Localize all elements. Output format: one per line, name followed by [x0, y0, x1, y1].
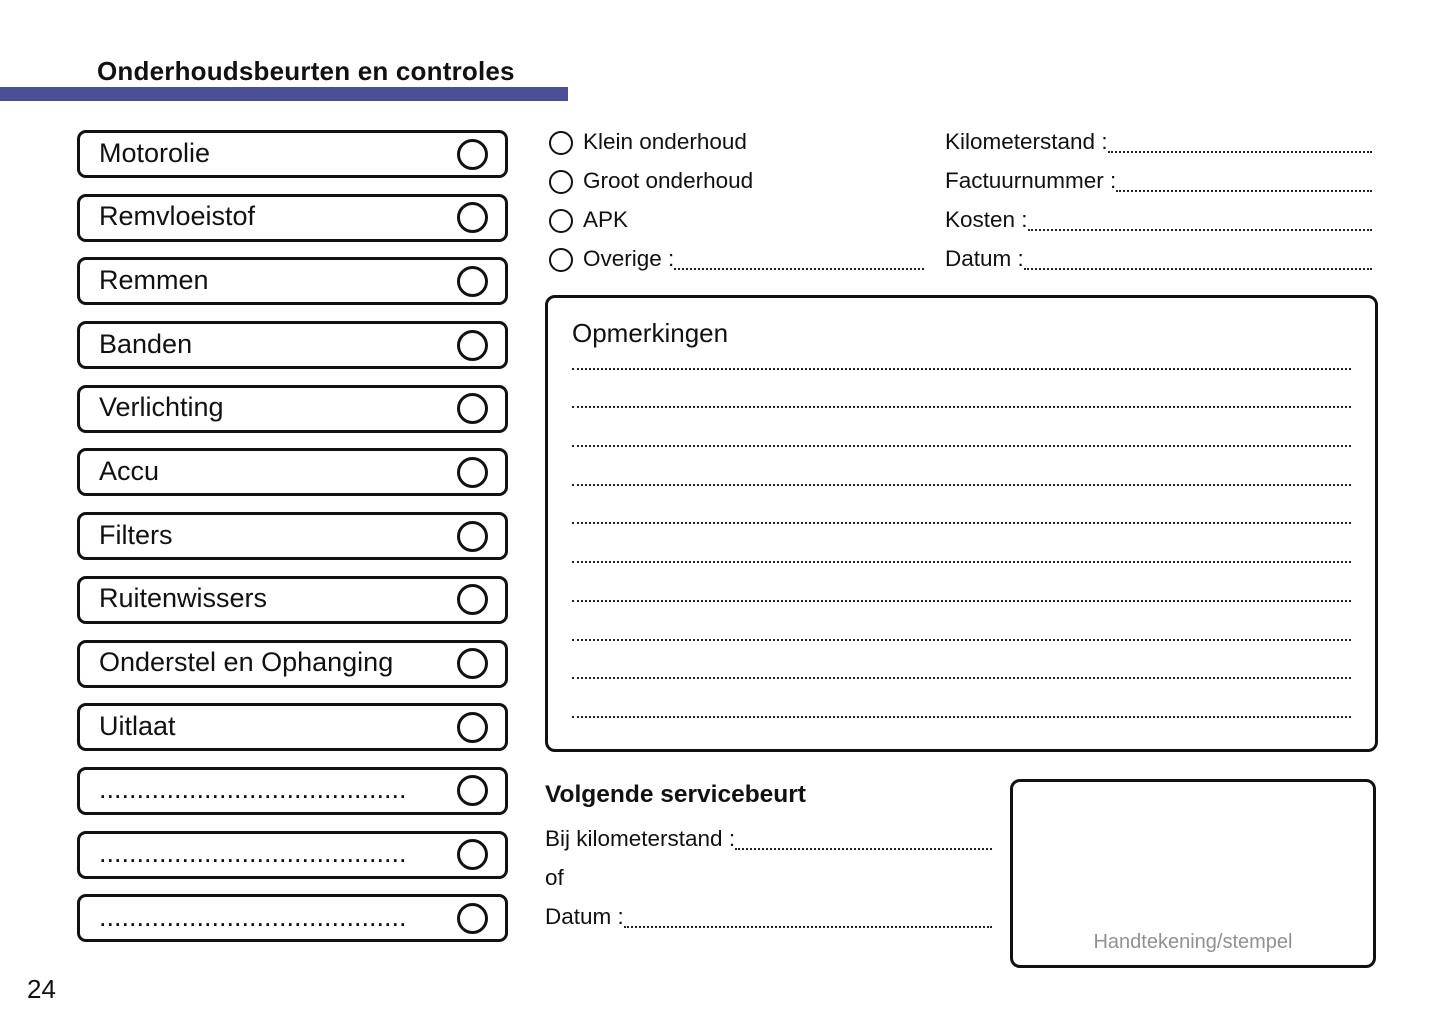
service-type-label: Groot onderhoud [583, 167, 754, 193]
next-service-field-label: Datum : [545, 903, 624, 929]
check-circle[interactable] [457, 839, 488, 870]
write-in-line[interactable] [1024, 268, 1372, 270]
service-field [945, 202, 1372, 241]
remarks-title: Opmerkingen [572, 318, 729, 348]
remarks-line[interactable] [572, 602, 1351, 641]
service-type-option [549, 124, 924, 163]
service-type-option [549, 240, 924, 279]
service-type-option [549, 163, 924, 202]
checklist-item-label: Verlichting [99, 392, 224, 423]
checklist-item [77, 767, 508, 815]
checklist-item [77, 321, 508, 369]
next-service-field [545, 821, 992, 860]
checklist-item [77, 130, 508, 178]
checklist-item [77, 512, 508, 560]
remarks-line[interactable] [572, 331, 1351, 370]
check-circle[interactable] [457, 457, 488, 488]
signature-label: Handtekening/stempel [1093, 931, 1293, 953]
radio-circle[interactable] [549, 131, 573, 155]
write-in-line[interactable] [1108, 151, 1372, 153]
service-field-label: Factuurnummer : [945, 167, 1117, 193]
next-service-section [545, 780, 992, 937]
service-field-label: Kosten : [945, 206, 1028, 232]
service-type-label: Overige : [583, 245, 675, 271]
service-type-options [549, 124, 924, 279]
page-number: 24 [27, 974, 56, 1004]
service-detail-fields [945, 124, 1372, 279]
signature-box[interactable] [1010, 779, 1376, 968]
remarks-line[interactable] [572, 370, 1351, 409]
service-field [945, 124, 1372, 163]
checklist-item-label: Accu [99, 455, 160, 486]
checklist-item-label: Banden [99, 328, 193, 359]
checklist-item [77, 448, 508, 496]
remarks-line[interactable] [572, 447, 1351, 486]
remarks-lines [572, 331, 1351, 718]
check-circle[interactable] [457, 139, 488, 170]
remarks-line[interactable] [572, 524, 1351, 563]
service-field [945, 163, 1372, 202]
checklist-item [77, 894, 508, 942]
remarks-line[interactable] [572, 563, 1351, 602]
check-circle[interactable] [457, 712, 488, 743]
check-circle[interactable] [457, 521, 488, 552]
checklist-item-label: ......................................... [99, 838, 407, 869]
check-circle[interactable] [457, 903, 488, 934]
next-service-field [545, 860, 992, 899]
remarks-line[interactable] [572, 486, 1351, 525]
checklist-item-label: Filters [99, 519, 173, 550]
check-circle[interactable] [457, 584, 488, 615]
write-in-line[interactable] [1116, 190, 1372, 192]
service-type-option [549, 202, 924, 241]
checklist-item-label: Ruitenwissers [99, 583, 268, 614]
checklist [77, 130, 508, 942]
next-service-title: Volgende servicebeurt [545, 781, 806, 808]
remarks-line[interactable] [572, 408, 1351, 447]
service-field [945, 240, 1372, 279]
check-circle[interactable] [457, 266, 488, 297]
service-field-label: Kilometerstand : [945, 129, 1108, 155]
write-in-line[interactable] [674, 268, 924, 270]
title-underline-bar [0, 87, 568, 101]
checklist-item [77, 257, 508, 305]
checklist-item-label: Motorolie [99, 137, 211, 168]
checklist-item [77, 576, 508, 624]
write-in-line[interactable] [1028, 229, 1372, 231]
remarks-line[interactable] [572, 679, 1351, 718]
radio-circle[interactable] [549, 170, 573, 194]
checklist-item [77, 640, 508, 688]
check-circle[interactable] [457, 202, 488, 233]
radio-circle[interactable] [549, 248, 573, 272]
checklist-item [77, 703, 508, 751]
remarks-line[interactable] [572, 641, 1351, 680]
next-service-field [545, 899, 992, 938]
page-title: Onderhoudsbeurten en controles [97, 56, 515, 86]
service-type-label: Klein onderhoud [583, 129, 747, 155]
checklist-item-label: ......................................... [99, 901, 407, 932]
service-type-label: APK [583, 206, 629, 232]
write-in-line[interactable] [624, 926, 992, 928]
next-service-rows [545, 821, 992, 937]
next-service-field-label: Bij kilometerstand : [545, 826, 736, 852]
check-circle[interactable] [457, 648, 488, 679]
checklist-item [77, 385, 508, 433]
next-service-field-label: of [545, 864, 564, 890]
check-circle[interactable] [457, 393, 488, 424]
service-field-label: Datum : [945, 245, 1024, 271]
checklist-item-label: Remmen [99, 264, 209, 295]
checklist-item-label: Remvloeistof [99, 201, 256, 232]
remarks-box [545, 295, 1378, 752]
check-circle[interactable] [457, 330, 488, 361]
write-in-line[interactable] [735, 848, 992, 850]
checklist-item-label: ......................................... [99, 774, 407, 805]
checklist-item-label: Uitlaat [99, 710, 176, 741]
checklist-item [77, 194, 508, 242]
check-circle[interactable] [457, 775, 488, 806]
checklist-item [77, 831, 508, 879]
radio-circle[interactable] [549, 209, 573, 233]
checklist-item-label: Onderstel en Ophanging [99, 647, 394, 677]
